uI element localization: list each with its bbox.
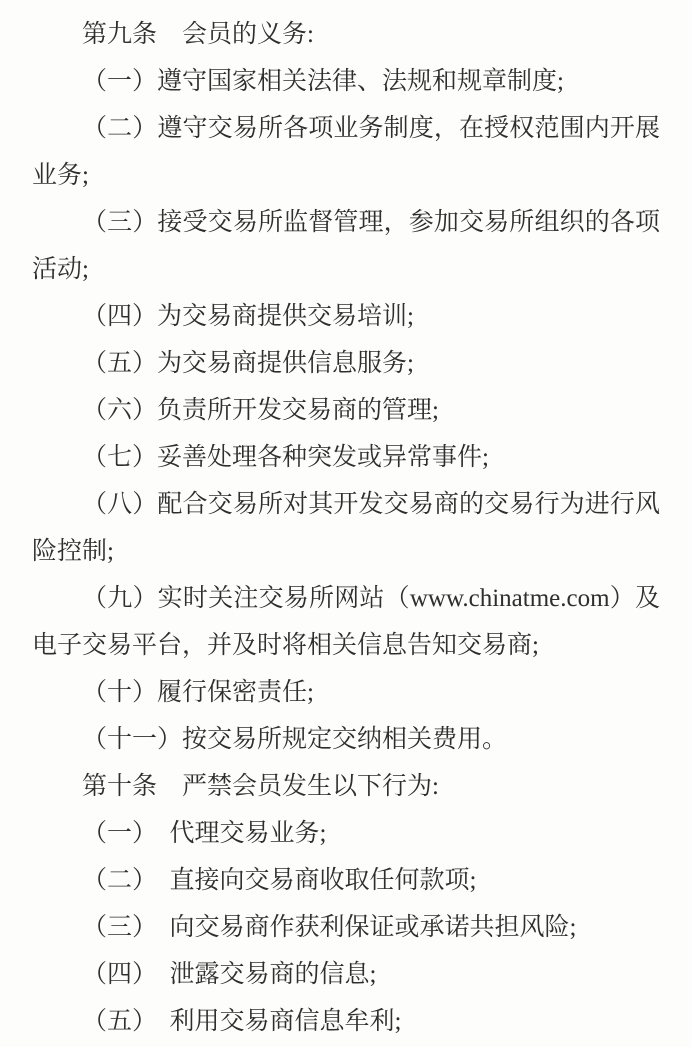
article-10-item-2: （二） 直接向交易商收取任何款项; (82, 867, 477, 894)
article-9-item-5: （五）为交易商提供信息服务; (82, 350, 414, 377)
article-9-item-4: （四）为交易商提供交易培训; (82, 303, 414, 330)
article-9-item-11: （十一）按交易所规定交纳相关费用。 (82, 726, 508, 753)
article-9-item-2: （二）遵守交易所各项业务制度，在授权范围内开展业务; (32, 115, 660, 189)
article-9-item-10: （十）履行保密责任; (82, 679, 314, 706)
article-10-item-3: （三） 向交易商作获利保证或承诺共担风险; (82, 914, 577, 941)
article-9-item-1: （一）遵守国家相关法律、法规和规章制度; (82, 68, 564, 95)
article-10-item-5: （五） 利用交易商信息牟利; (82, 1008, 402, 1035)
article-9-item-6: （六）负责所开发交易商的管理; (82, 397, 439, 424)
article-10-title: 第十条 严禁会员发生以下行为: (82, 773, 439, 800)
article-10-item-1: （一） 代理交易业务; (82, 820, 327, 847)
article-9-title: 第九条 会员的义务: (82, 21, 314, 48)
article-10-item-4: （四） 泄露交易商的信息; (82, 961, 377, 988)
article-9-item-3: （三）接受交易所监督管理，参加交易所组织的各项活动; (32, 209, 660, 283)
article-9-item-7: （七）妥善处理各种突发或异常事件; (82, 444, 489, 471)
article-9-item-8: （八）配合交易所对其开发交易商的交易行为进行风险控制; (32, 491, 660, 565)
article-9-item-9: （九）实时关注交易所网站（www.chinatme.com）及电子交易平台，并及时将相关信息告知交易商; (32, 585, 660, 659)
